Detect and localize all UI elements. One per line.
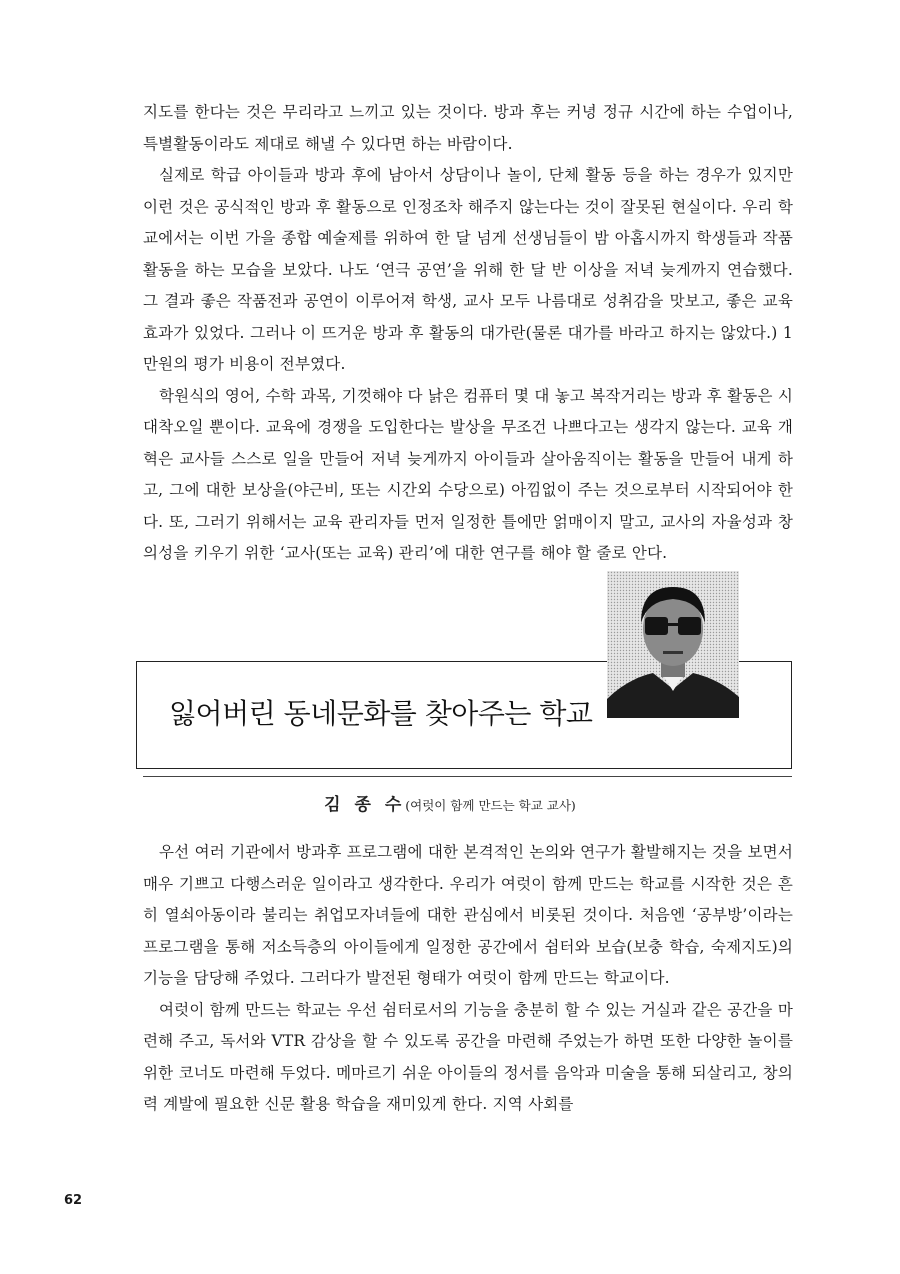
paragraph: 실제로 학급 아이들과 방과 후에 남아서 상담이나 놀이, 단체 활동 등을 하는 경우가 있지만 이런 것은 공식적인 방과 후 활동으로 인정조차 해주지 않는다는 것이 잘못된 현실이다. 우리 학교에서는 이번 가을 종합 예술제를 위하여 한 달 넘게 선생님들이 밤 아홉시까지 학생들과 작품활동을 하는 모습을 보았다. 나도 ‘연극 공연’을 위해 한 달 반 이상을 저녁 늦게까지 연습했다. 그 결과 좋은 작품전과 공연이 이루어져 학생, 교사 모두 나름대로 성취감을 맛보고, 좋은 교육 효과가 있었다. 그러나 이 뜨거운 방과 후 활동의 대가란(물론 대가를 바라고 하지는 않았다.) 1만원의 평가 비용이 전부였다. bbox=[143, 166, 793, 373]
byline bbox=[0, 790, 900, 815]
author-affiliation: (여럿이 함께 만드는 학교 교사) bbox=[405, 798, 576, 813]
top-text-block bbox=[143, 97, 793, 570]
author-photo bbox=[607, 571, 739, 718]
author-name: 김 종 수 bbox=[324, 795, 406, 815]
paragraph: 여럿이 함께 만드는 학교는 우선 쉼터로서의 기능을 충분히 할 수 있는 거실과 같은 공간을 마련해 주고, 독서와 VTR 감상을 할 수 있도록 공간을 마련해 주었는가 하면 또한 다양한 놀이를 위한 코너도 마련해 두었다. 메마르기 쉬운 아이들의 정서를 음악과 미술을 통해 되살리고, 창의력 계발에 필요한 신문 활용 학습을 재미있게 한다. 지역 사회를 bbox=[143, 1000, 793, 1113]
bottom-text-block bbox=[143, 837, 793, 1121]
paragraph: 우선 여러 기관에서 방과후 프로그램에 대한 본격적인 논의와 연구가 활발해지는 것을 보면서 매우 기쁘고 다행스러운 일이라고 생각한다. 우리가 여럿이 함께 만드는 학교를 시작한 것은 흔히 열쇠아동이라 불리는 취업모자녀들에 대한 관심에서 비롯된 것이다. 처음엔 ‘공부방’이라는 프로그램을 통해 저소득층의 아이들에게 일정한 공간에서 쉼터와 보습(보충 학습, 숙제지도)의 기능을 담당해 주었다. 그러다가 발전된 형태가 여럿이 함께 만드는 학교이다. bbox=[143, 843, 793, 987]
paragraph: 학원식의 영어, 수학 과목, 기껏해야 다 낡은 컴퓨터 몇 대 놓고 복작거리는 방과 후 활동은 시대착오일 뿐이다. 교육에 경쟁을 도입한다는 발상을 무조건 나쁘다고는 생각지 않는다. 교육 개혁은 교사들 스스로 일을 만들어 저녁 늦게까지 아이들과 살아움직이는 활동을 만들어 내게 하고, 그에 대한 보상을(야근비, 또는 시간외 수당으로) 아낌없이 주는 것으로부터 시작되어야 한다. 또, 그러기 위해서는 교육 관리자들 먼저 일정한 틀에만 얽매이지 말고, 교사의 자율성과 창의성을 키우기 위한 ‘교사(또는 교육) 관리’에 대한 연구를 해야 할 줄로 안다. bbox=[143, 386, 793, 562]
page-number: 62 bbox=[64, 1193, 83, 1208]
section-title: 잃어버린 동네문화를 찾아주는 학교 bbox=[169, 697, 593, 730]
paragraph: 지도를 한다는 것은 무리라고 느끼고 있는 것이다. 방과 후는 커녕 정규 시간에 하는 수업이나, 특별활동이라도 제대로 해낼 수 있다면 하는 바람이다. bbox=[143, 103, 793, 153]
